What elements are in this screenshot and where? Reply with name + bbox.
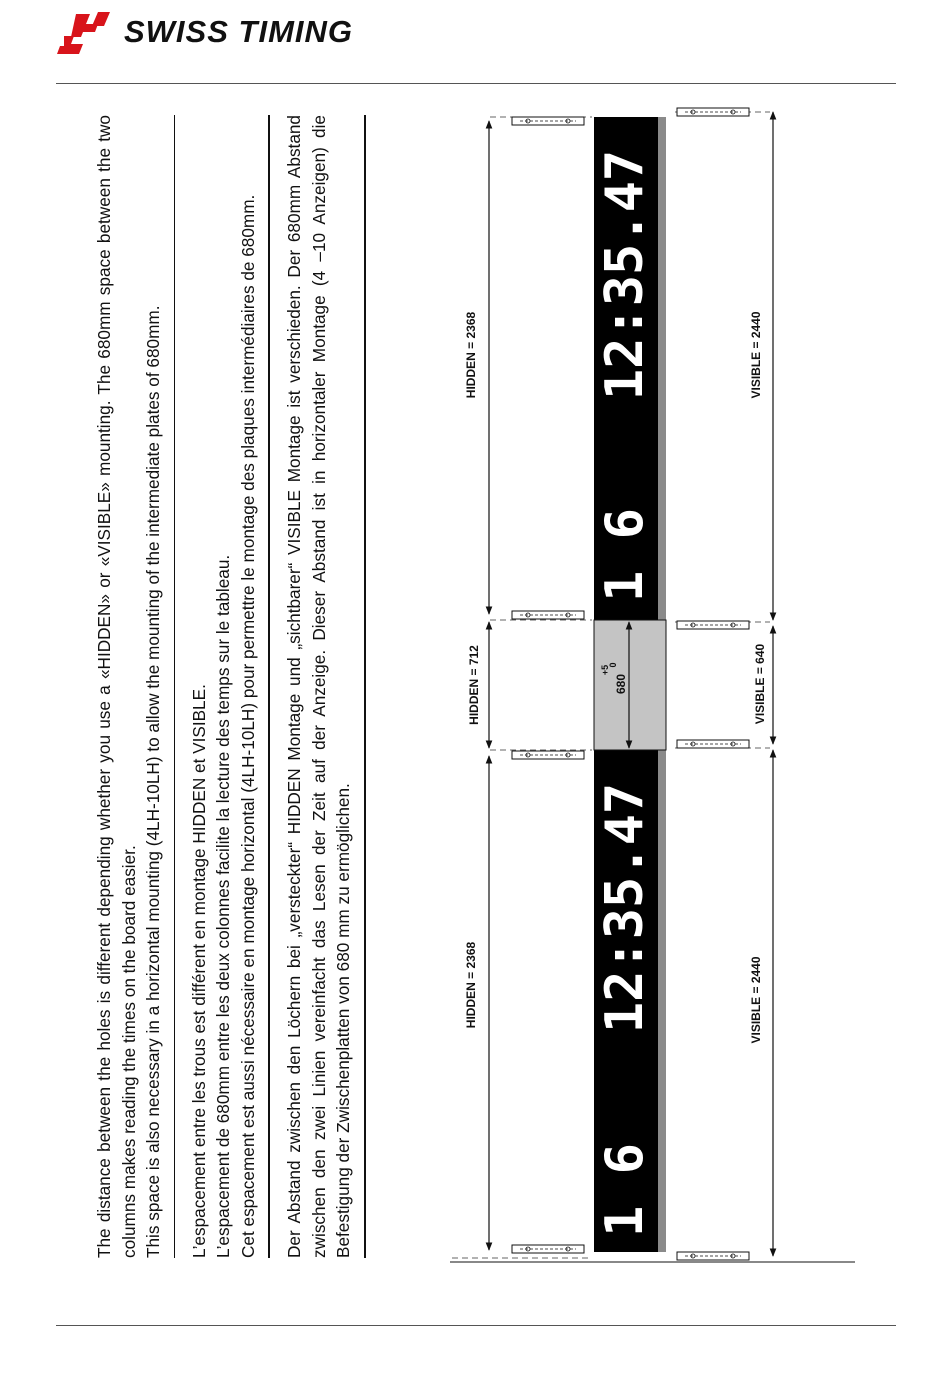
- english-text-1: The distance between the holes is different depending whether you use a «HIDDEN» or «VISIBLE» mounting. The 680mm space between the two columns makes reading the times on the board easier.: [94, 115, 139, 1258]
- french-text-3: Cet espacement est aussi nécessaire en montage horizontal (4LH-10LH) pour permettre le montage des plaques intermédiaires de 680mm.: [237, 194, 258, 1258]
- bracket-hidden-3: [512, 611, 584, 619]
- spacer-value: 680: [614, 673, 628, 695]
- board-left-lane: 1 6: [595, 1143, 655, 1237]
- bracket-hidden-4: [512, 117, 584, 125]
- label-hidden-right: HIDDEN = 2368: [464, 311, 478, 399]
- board-left-time: 12:35.47: [595, 782, 655, 1034]
- bracket-hidden-1: [512, 1245, 584, 1253]
- german-text-1: Der Abstand zwischen den Löchern bei „versteckter“ HIDDEN Montage und „sichtbarer“ VISIBLE Montage ist verschieden. Der 680mm Abstand zwischen den zwei Linien vereinfacht das Lesen der Zeit auf der Anzeige. Dieser Abstand ist in horizontaler Montage (4 –10 Anzeigen) die Befestigung der Zwischenplatten von 680 mm zu ermöglichen.: [284, 115, 353, 1258]
- bracket-visible-3: [677, 621, 749, 629]
- board-left-rail: [658, 750, 666, 1252]
- board-right-time: 12:35.47: [595, 149, 655, 401]
- label-visible-middle: VISIBLE = 640: [753, 643, 767, 725]
- board-right-lane: 1 6: [595, 508, 655, 602]
- bracket-visible-1: [677, 1252, 749, 1260]
- board-right-rail: [658, 117, 666, 620]
- english-text-2: This space is also necessary in a horizontal mounting (4LH-10LH) to allow the mounting of the intermediate plates of 680mm.: [143, 305, 163, 1258]
- french-text-1: L’espacement entre les trous est différent en montage HIDDEN et VISIBLE.: [188, 684, 209, 1258]
- board-right-time-group: [595, 150, 655, 400]
- bracket-hidden-2: [512, 751, 584, 759]
- bracket-visible-2: [677, 740, 749, 748]
- intermediate-plate: [594, 620, 666, 750]
- brand-name: SWISS TIMING: [124, 14, 353, 49]
- label-visible-left: VISIBLE = 2440: [749, 956, 763, 1044]
- board-right-lane-group: [595, 508, 655, 602]
- label-visible-right: VISIBLE = 2440: [749, 311, 763, 399]
- board-left-lane-group: [595, 1143, 655, 1237]
- spacer-tol-upper: +5: [600, 664, 610, 676]
- bracket-visible-4: [677, 108, 749, 116]
- board-left-time-group: [595, 783, 655, 1033]
- label-hidden-left: HIDDEN = 2368: [464, 941, 478, 1029]
- french-text-2: L’espacement de 680mm entre les deux colonnes facilite la lecture des temps sur le tableau.: [213, 554, 233, 1258]
- spacer-tol-lower: 0: [608, 662, 618, 668]
- label-hidden-middle: HIDDEN = 712: [467, 645, 481, 725]
- footer-divider: [56, 1325, 896, 1326]
